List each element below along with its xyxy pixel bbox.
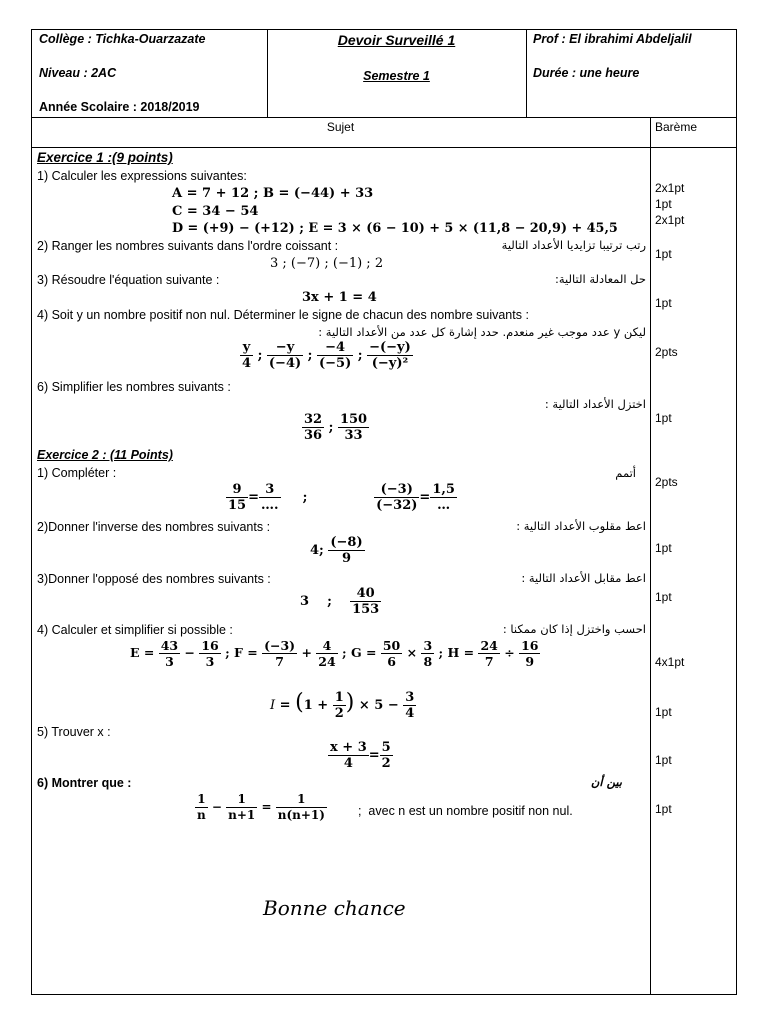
niveau: Niveau : 2AC — [39, 66, 117, 80]
prof-name: Prof : El ibrahimi Abdeljalil — [533, 32, 692, 46]
ex2-q5-equation: $\frac{x + 3}{4}$ = $\frac{5}{2}$ — [330, 740, 391, 771]
ex1-q2-arabic: رتب ترتيبا تزايديا الأعداد التالية — [501, 238, 646, 252]
ex1-q6-fractions: $\frac{32}{36}$ ; $\frac{150}{33}$ — [304, 412, 368, 443]
bareme-ex1-q3: 1pt — [655, 296, 672, 310]
bareme-ex2-q4: 4x1pt — [655, 655, 685, 669]
ex2-q2-arabic: اعط مقلوب الأعداد التالية : — [516, 519, 646, 533]
annee-scolaire: Année Scolaire : 2018/2019 — [39, 100, 200, 114]
ex2-q6-arabic: بين أن — [590, 775, 622, 789]
ex1-q1-line1: A = 7 + 12 ; B = (−44) + 33 — [172, 186, 374, 201]
ex2-q3-arabic: اعط مقابل الأعداد التالية : — [521, 571, 646, 585]
ex2-q2-values: 4; $\frac{(-8)}{9}$ — [310, 535, 363, 566]
header-bottom-line — [31, 117, 737, 118]
bareme-ex1-q1b: 1pt — [655, 197, 672, 211]
column-bareme: Barème — [655, 120, 698, 134]
column-sujet: Sujet — [326, 120, 355, 134]
bareme-ex1-q1a: 2x1pt — [655, 181, 685, 195]
duree: Durée : une heure — [533, 66, 640, 80]
ex1-q2-values: 3 ; (−7) ; (−1) ; 2 — [270, 256, 384, 271]
ex1-q1: 1) Calculer les expressions suivantes: — [37, 169, 247, 183]
exercise-2-title: Exercice 2 : (11 Points) — [37, 448, 173, 462]
ex2-q4-arabic: احسب واختزل إذا كان ممكنا : — [502, 622, 646, 636]
ex2-q3-values: 3 ; $\frac{40}{153}$ — [300, 586, 380, 617]
bareme-ex2-q4-I: 1pt — [655, 705, 672, 719]
ex2-q4: 4) Calculer et simplifier si possible : — [37, 623, 233, 637]
ex1-q3-arabic: حل المعادلة التالية: — [554, 272, 646, 286]
exam-title: Devoir Surveillé 1 — [337, 32, 456, 48]
ex2-q1-arabic: أتمم — [615, 466, 636, 480]
ex1-q3: 3) Résoudre l'équation suivante : — [37, 273, 220, 287]
ex2-q4-expressions: E = $\frac{43}{3}$ − $\frac{16}{3}$ ; F = $\frac{(-3)}{7}$ + $\frac{4}{24}$ ; G = $\frac{50}{6}$ × $\frac{3}{8}$ ; H = $\frac{24}{7}$ ÷ $\frac{16}{9}$ — [130, 638, 539, 669]
ex2-q6-identity: $\frac{1}{n}$ − $\frac{1}{n+1}$ = $\frac{1}{n(n+1)}$ — [197, 792, 325, 822]
ex1-q3-equation: 3x + 1 = 4 — [302, 290, 377, 305]
closing-message: Bonne chance — [263, 896, 406, 920]
ex2-q4-expression-I: I = (1 + $\frac{1}{2}$ ) × 5 − $\frac{3}{4}$ — [270, 690, 415, 721]
column-header-line — [31, 147, 737, 148]
ex1-q6: 6) Simplifier les nombres suivants : — [37, 380, 231, 394]
ex2-q1-fractions: $\frac{9}{15}$ = $\frac{3}{\dots.}$ ; $\frac{(-3)}{(-32)}$ = $\frac{1,5}{\dots}$ — [228, 482, 455, 513]
bareme-ex2-q1: 2pts — [655, 475, 678, 489]
ex1-q1-line3: D = (+9) − (+12) ; E = 3 × (6 − 10) + 5 × (11,8 − 20,9) + 45,5 — [172, 221, 618, 236]
ex2-q5: 5) Trouver x : — [37, 725, 111, 739]
bareme-ex2-q2: 1pt — [655, 541, 672, 555]
ex2-q2: 2)Donner l'inverse des nombres suivants : — [37, 520, 271, 534]
bareme-ex2-q3: 1pt — [655, 590, 672, 604]
ex2-q6-note: ; avec n est un nombre positif non nul. — [358, 804, 573, 818]
ex1-q4: 4) Soit y un nombre positif non nul. Déterminer le signe de chacun des nombre suivants : — [37, 308, 529, 322]
college-name: Collège : Tichka-Ouarzazate — [39, 32, 206, 46]
ex1-q1-line2: C = 34 − 54 — [172, 204, 259, 219]
ex1-q4-fractions: $\frac{y}{4}$ ; $\frac{-y}{(-4)}$ ; $\frac{-4}{(-5)}$ ; $\frac{-(-y)}{\text{(−y)²}}$ — [242, 340, 411, 371]
ex1-q4-arabic: ليكن y عدد موجب غير منعدم. حدد إشارة كل عدد من الأعداد التالية : — [318, 325, 646, 339]
bareme-ex2-q5: 1pt — [655, 753, 672, 767]
bareme-ex1-q4: 2pts — [655, 345, 678, 359]
ex2-q6: 6) Montrer que : — [37, 776, 132, 790]
bareme-ex1-q1c: 2x1pt — [655, 213, 685, 227]
ex2-q3: 3)Donner l'opposé des nombres suivants : — [37, 572, 271, 586]
ex2-q1: 1) Compléter : — [37, 466, 117, 480]
bareme-ex1-q2: 1pt — [655, 247, 672, 261]
header-divider-2 — [526, 29, 527, 118]
bareme-column-divider — [650, 117, 651, 995]
bareme-ex1-q6: 1pt — [655, 411, 672, 425]
ex1-q6-arabic: اختزل الأعداد التالية : — [544, 397, 646, 411]
bareme-ex2-q6: 1pt — [655, 802, 672, 816]
exercise-1-title: Exercice 1 :(9 points) — [37, 150, 173, 165]
ex1-q2: 2) Ranger les nombres suivants dans l'ordre coissant : — [37, 239, 339, 253]
semestre: Semestre 1 — [363, 69, 430, 83]
